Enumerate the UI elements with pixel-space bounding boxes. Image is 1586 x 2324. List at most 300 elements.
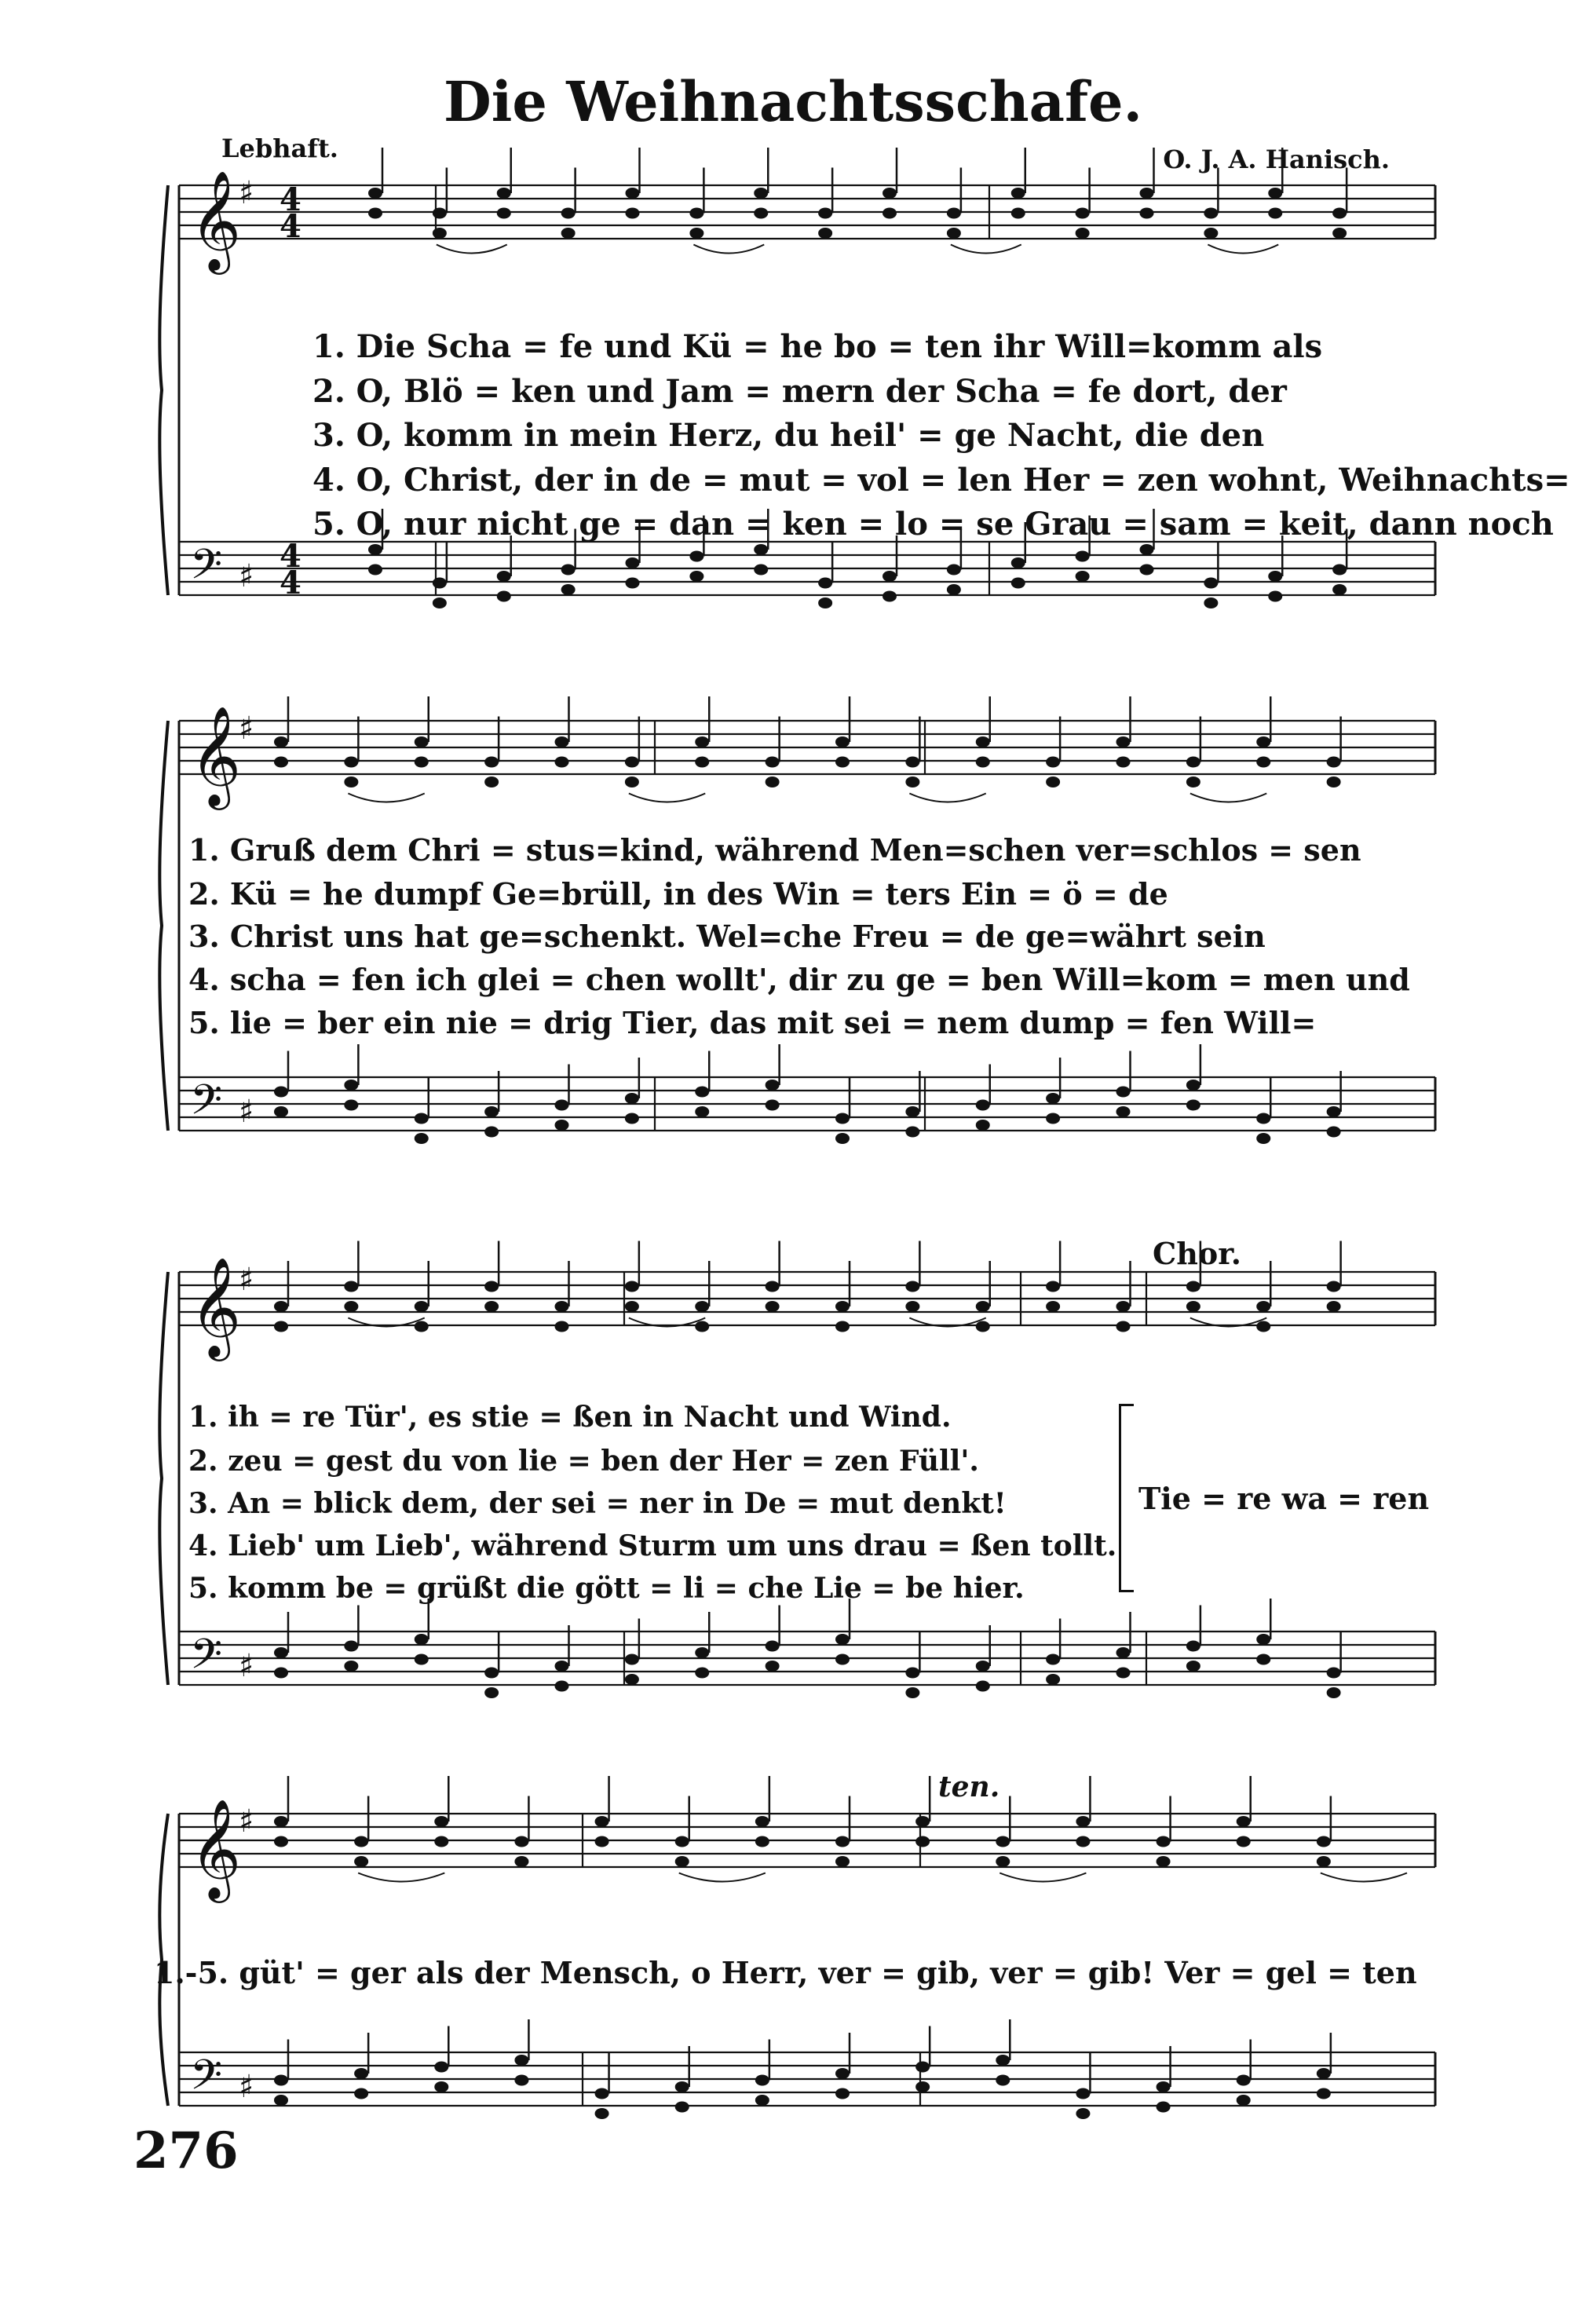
note-head: [415, 1133, 429, 1144]
note-head: [1011, 188, 1025, 199]
note-head: [835, 1836, 850, 1847]
note-head: [433, 228, 447, 239]
note-head: [415, 736, 429, 747]
note-head: [1046, 1654, 1060, 1665]
system-brace: [159, 1272, 168, 1685]
slur: [348, 794, 424, 802]
note-head: [835, 1654, 850, 1665]
note-head: [368, 565, 382, 576]
note-head: [484, 1301, 499, 1312]
note-head: [818, 578, 832, 589]
note-head: [1116, 1668, 1131, 1679]
note-head: [344, 1661, 358, 1672]
bass-clef-icon: 𝄢: [190, 1076, 223, 1135]
note-head: [1268, 208, 1282, 219]
note-head: [484, 1687, 499, 1698]
note-head: [905, 1301, 919, 1312]
system-brace: [159, 185, 168, 595]
note-head: [766, 757, 780, 768]
lyric-line: 4. scha = fen ich glei = chen wollt', dir zu ge = ben Will=kom = men und: [188, 962, 1410, 997]
note-head: [1116, 1106, 1131, 1117]
note-head: [484, 1106, 499, 1117]
note-head: [1186, 1301, 1200, 1312]
note-head: [1046, 1674, 1060, 1685]
note-head: [689, 551, 703, 562]
note-head: [626, 208, 640, 219]
note-head: [514, 1856, 528, 1867]
note-head: [344, 1641, 358, 1652]
note-head: [1327, 757, 1341, 768]
note-head: [976, 736, 990, 747]
note-head: [905, 1127, 919, 1138]
note-head: [695, 1647, 709, 1658]
note-head: [1186, 1641, 1200, 1652]
lyric-line: 3. O, komm in mein Herz, du heil' = ge Nacht, die den: [312, 417, 1265, 454]
note-head: [754, 565, 768, 576]
note-head: [947, 208, 961, 219]
bass-clef-icon: 𝄢: [190, 2052, 223, 2110]
lyric-line: 5. O, nur nicht ge = dan = ken = lo = se Grau = sam = keit, dann noch: [312, 506, 1554, 543]
note-head: [1186, 1281, 1200, 1292]
sharp-icon: ♯: [239, 558, 254, 594]
lyric-line: 4. Lieb' um Lieb', während Sturm um uns drau = ßen tollt.: [188, 1529, 1117, 1562]
note-head: [1076, 551, 1090, 562]
page-number: 276: [133, 2121, 239, 2180]
note-head: [754, 188, 768, 199]
note-head: [626, 557, 640, 568]
note-head: [1327, 1106, 1341, 1117]
slur: [1190, 794, 1266, 802]
slur: [1208, 245, 1278, 254]
note-head: [274, 1087, 288, 1098]
note-head: [675, 1856, 689, 1867]
note-head: [754, 544, 768, 555]
note-head: [1332, 565, 1347, 576]
lyric-line: 3. An = blick dem, der sei = ner in De = mut denkt!: [188, 1487, 1007, 1520]
note-head: [1256, 1634, 1270, 1645]
note-head: [1046, 1301, 1060, 1312]
note-head: [1237, 2075, 1251, 2086]
note-head: [514, 2055, 528, 2066]
sharp-icon: ♯: [239, 1094, 254, 1130]
note-head: [1186, 1100, 1200, 1111]
note-head: [274, 1836, 288, 1847]
note-head: [484, 776, 499, 787]
note-head: [555, 1301, 569, 1312]
note-head: [1332, 584, 1347, 595]
note-head: [766, 1641, 780, 1652]
note-head: [1076, 2088, 1090, 2099]
note-head: [1076, 571, 1090, 582]
note-head: [835, 1856, 850, 1867]
note-head: [1076, 2108, 1090, 2119]
note-head: [514, 2075, 528, 2086]
note-head: [625, 757, 639, 768]
note-head: [561, 565, 576, 576]
note-head: [434, 1836, 448, 1847]
note-head: [1046, 1093, 1060, 1104]
note-head: [996, 1856, 1010, 1867]
slur: [679, 1873, 766, 1882]
note-head: [368, 208, 382, 219]
note-head: [835, 1133, 850, 1144]
note-head: [1186, 1080, 1200, 1091]
note-head: [766, 1080, 780, 1091]
note-head: [1256, 736, 1270, 747]
note-head: [695, 1106, 709, 1117]
treble-clef-icon: 𝄞: [190, 170, 242, 270]
note-head: [1116, 1647, 1131, 1658]
note-head: [1327, 776, 1341, 787]
note-head: [561, 228, 576, 239]
note-head: [415, 1321, 429, 1332]
note-head: [915, 2062, 930, 2073]
lyric-line: 1. Gruß dem Chri = stus=kind, während Men=schen ver=schlos = sen: [188, 832, 1361, 868]
slur: [1321, 1873, 1407, 1882]
note-head: [766, 1281, 780, 1292]
slur: [951, 245, 1021, 254]
note-head: [905, 1668, 919, 1679]
note-head: [433, 578, 447, 589]
note-head: [1268, 571, 1282, 582]
note-head: [1256, 1321, 1270, 1332]
note-head: [1256, 757, 1270, 768]
note-head: [835, 1321, 850, 1332]
note-head: [434, 2081, 448, 2092]
note-head: [883, 188, 897, 199]
note-head: [1327, 1281, 1341, 1292]
note-head: [695, 757, 709, 768]
note-head: [344, 757, 358, 768]
note-head: [1046, 1113, 1060, 1124]
note-head: [1327, 1301, 1341, 1312]
slur: [358, 1873, 444, 1882]
tempo-marking: Lebhaft.: [221, 133, 338, 163]
note-head: [915, 1836, 930, 1847]
note-head: [755, 1836, 769, 1847]
note-head: [835, 757, 850, 768]
note-head: [689, 208, 703, 219]
note-head: [274, 2075, 288, 2086]
note-head: [1046, 1281, 1060, 1292]
refrain-lyric: Tie = re wa = ren: [1138, 1481, 1430, 1516]
note-head: [976, 1301, 990, 1312]
note-head: [595, 2088, 609, 2099]
note-head: [905, 1106, 919, 1117]
note-head: [695, 1087, 709, 1098]
lyric-line: 2. O, Blö = ken und Jam = mern der Scha = fe dort, der: [312, 373, 1287, 410]
note-head: [1046, 776, 1060, 787]
note-head: [1237, 1816, 1251, 1827]
note-head: [755, 2075, 769, 2086]
note-head: [274, 2095, 288, 2106]
note-head: [626, 188, 640, 199]
note-head: [555, 757, 569, 768]
note-head: [415, 757, 429, 768]
note-head: [766, 1661, 780, 1672]
note-head: [883, 571, 897, 582]
note-head: [1317, 1836, 1331, 1847]
note-head: [695, 1321, 709, 1332]
sharp-icon: ♯: [239, 1262, 254, 1298]
note-head: [1076, 1816, 1090, 1827]
note-head: [835, 1113, 850, 1124]
note-head: [996, 2075, 1010, 2086]
note-head: [1076, 1836, 1090, 1847]
note-head: [625, 1093, 639, 1104]
note-head: [555, 1120, 569, 1131]
note-head: [996, 2055, 1010, 2066]
lyric-line: 1. Die Scha = fe und Kü = he bo = ten ihr Will=komm als: [312, 328, 1323, 365]
chorus-label: Chor.: [1153, 1236, 1241, 1271]
lyric-line: 1.-5. güt' = ger als der Mensch, o Herr, ver = gib, ver = gib! Ver = gel = ten: [154, 1955, 1417, 1990]
note-head: [976, 1100, 990, 1111]
sharp-icon: ♯: [239, 175, 254, 211]
note-head: [976, 1681, 990, 1692]
note-head: [1157, 1836, 1171, 1847]
note-head: [1327, 1127, 1341, 1138]
note-head: [905, 776, 919, 787]
note-head: [976, 1120, 990, 1131]
note-head: [818, 208, 832, 219]
note-head: [915, 2081, 930, 2092]
lyric-line: 2. Kü = he dumpf Ge=brüll, in des Win = ters Ein = ö = de: [188, 876, 1168, 912]
note-head: [274, 1816, 288, 1827]
slur: [909, 794, 985, 802]
note-head: [484, 757, 499, 768]
note-head: [695, 1301, 709, 1312]
slur: [437, 245, 507, 254]
time-signature: 4: [280, 565, 301, 601]
note-head: [766, 1301, 780, 1312]
note-head: [905, 1687, 919, 1698]
bass-clef-icon: 𝄢: [190, 541, 223, 599]
note-head: [695, 1668, 709, 1679]
note-head: [433, 597, 447, 608]
note-head: [1116, 1301, 1131, 1312]
note-head: [695, 736, 709, 747]
note-head: [354, 2068, 368, 2079]
note-head: [835, 2088, 850, 2099]
slur: [629, 794, 705, 802]
note-head: [1076, 208, 1090, 219]
verse-bracket: [1119, 1404, 1134, 1592]
note-head: [1204, 228, 1218, 239]
note-head: [1256, 1133, 1270, 1144]
note-head: [415, 1113, 429, 1124]
composer-credit: O. J. A. Hanisch.: [1163, 144, 1390, 174]
note-head: [354, 1856, 368, 1867]
note-head: [434, 1816, 448, 1827]
note-head: [274, 1668, 288, 1679]
note-head: [883, 208, 897, 219]
note-head: [433, 208, 447, 219]
note-head: [555, 1100, 569, 1111]
note-head: [497, 591, 511, 602]
note-head: [755, 1816, 769, 1827]
note-head: [1186, 1661, 1200, 1672]
note-head: [675, 2102, 689, 2113]
sharp-icon: ♯: [239, 711, 254, 747]
note-head: [1140, 208, 1154, 219]
note-head: [274, 1106, 288, 1117]
note-head: [835, 1634, 850, 1645]
note-head: [675, 2081, 689, 2092]
note-head: [947, 584, 961, 595]
note-head: [915, 1816, 930, 1827]
treble-clef-icon: 𝄞: [190, 1798, 242, 1898]
tenuto-marking: ten.: [938, 1770, 1000, 1803]
time-signature: 4: [280, 538, 301, 575]
note-head: [689, 571, 703, 582]
note-head: [344, 1080, 358, 1091]
note-head: [625, 776, 639, 787]
note-head: [497, 188, 511, 199]
note-head: [835, 1301, 850, 1312]
lyric-line: 1. ih = re Tür', es stie = ßen in Nacht und Wind.: [188, 1401, 952, 1434]
sharp-icon: ♯: [239, 2069, 254, 2105]
note-head: [1011, 208, 1025, 219]
note-head: [1327, 1668, 1341, 1679]
note-head: [415, 1654, 429, 1665]
note-head: [484, 1668, 499, 1679]
note-head: [626, 578, 640, 589]
note-head: [625, 1674, 639, 1685]
note-head: [555, 1321, 569, 1332]
note-head: [1332, 208, 1347, 219]
note-head: [1317, 2068, 1331, 2079]
note-head: [595, 1836, 609, 1847]
note-head: [1116, 757, 1131, 768]
note-head: [1157, 2102, 1171, 2113]
note-head: [1204, 597, 1218, 608]
note-head: [947, 228, 961, 239]
note-head: [976, 1661, 990, 1672]
note-head: [1256, 1113, 1270, 1124]
note-head: [625, 1113, 639, 1124]
lyric-line: 5. komm be = grüßt die gött = li = che Lie = be hier.: [188, 1572, 1025, 1605]
note-head: [415, 1301, 429, 1312]
note-head: [595, 1816, 609, 1827]
note-head: [1317, 2088, 1331, 2099]
note-head: [497, 208, 511, 219]
note-head: [1186, 776, 1200, 787]
note-head: [1011, 578, 1025, 589]
note-head: [905, 757, 919, 768]
slur: [999, 1873, 1086, 1882]
sharp-icon: ♯: [239, 1648, 254, 1684]
note-head: [595, 2108, 609, 2119]
note-head: [344, 1100, 358, 1111]
note-head: [368, 544, 382, 555]
treble-clef-icon: 𝄞: [190, 1256, 242, 1357]
note-head: [344, 776, 358, 787]
note-head: [1268, 188, 1282, 199]
time-signature: 4: [280, 181, 301, 218]
note-head: [434, 2062, 448, 2073]
note-head: [484, 1281, 499, 1292]
time-signature: 4: [280, 208, 301, 245]
note-head: [1116, 1087, 1131, 1098]
note-head: [274, 1321, 288, 1332]
note-head: [625, 1301, 639, 1312]
note-head: [1140, 544, 1154, 555]
note-head: [484, 1127, 499, 1138]
note-head: [1116, 736, 1131, 747]
song-title: Die Weihnachtsschafe.: [444, 69, 1142, 134]
note-head: [1116, 1321, 1131, 1332]
note-head: [1204, 208, 1218, 219]
note-head: [561, 208, 576, 219]
note-head: [1076, 228, 1090, 239]
note-head: [514, 1836, 528, 1847]
note-head: [754, 208, 768, 219]
note-head: [1157, 2081, 1171, 2092]
note-head: [818, 228, 832, 239]
bass-clef-icon: 𝄢: [190, 1631, 223, 1689]
note-head: [555, 1661, 569, 1672]
note-head: [1256, 1654, 1270, 1665]
note-head: [905, 1281, 919, 1292]
note-head: [755, 2095, 769, 2106]
note-head: [883, 591, 897, 602]
note-head: [1140, 565, 1154, 576]
note-head: [689, 228, 703, 239]
note-head: [274, 736, 288, 747]
note-head: [996, 1836, 1010, 1847]
note-head: [1317, 1856, 1331, 1867]
note-head: [625, 1281, 639, 1292]
note-head: [625, 1654, 639, 1665]
lyric-line: 3. Christ uns hat ge=schenkt. Wel=che Freu = de ge=währt sein: [188, 919, 1266, 954]
note-head: [555, 736, 569, 747]
note-head: [274, 1647, 288, 1658]
sharp-icon: ♯: [239, 1803, 254, 1840]
note-head: [1332, 228, 1347, 239]
note-head: [1237, 2095, 1251, 2106]
note-head: [415, 1634, 429, 1645]
note-head: [835, 736, 850, 747]
note-head: [354, 2088, 368, 2099]
note-head: [976, 1321, 990, 1332]
note-head: [1140, 188, 1154, 199]
lyric-line: 2. zeu = gest du von lie = ben der Her = zen Füll'.: [188, 1445, 979, 1478]
note-head: [1268, 591, 1282, 602]
note-head: [274, 757, 288, 768]
note-head: [274, 1301, 288, 1312]
note-head: [1204, 578, 1218, 589]
note-head: [675, 1836, 689, 1847]
treble-clef-icon: 𝄞: [190, 705, 242, 806]
note-head: [354, 1836, 368, 1847]
note-head: [1186, 757, 1200, 768]
lyric-line: 4. O, Christ, der in de = mut = vol = len Her = zen wohnt, Weihnachts=: [312, 462, 1570, 499]
note-head: [835, 2068, 850, 2079]
note-head: [561, 584, 576, 595]
system-brace: [159, 721, 168, 1131]
note-head: [1046, 757, 1060, 768]
note-head: [976, 757, 990, 768]
note-head: [1237, 1836, 1251, 1847]
note-head: [555, 1681, 569, 1692]
note-head: [344, 1281, 358, 1292]
note-head: [344, 1301, 358, 1312]
note-head: [497, 571, 511, 582]
note-head: [1011, 557, 1025, 568]
note-head: [1157, 1856, 1171, 1867]
note-head: [766, 1100, 780, 1111]
slur: [693, 245, 764, 254]
